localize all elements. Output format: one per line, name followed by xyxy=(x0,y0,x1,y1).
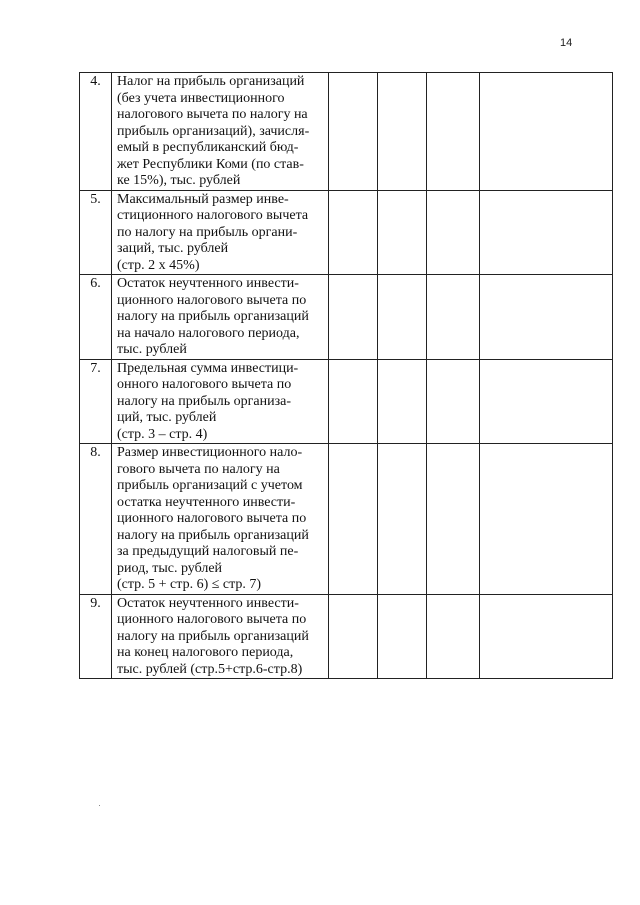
value-cell-1[interactable] xyxy=(329,359,378,444)
description-line: Предельная сумма инвестици- xyxy=(117,360,299,376)
description-line: ке 15%), тыс. рублей xyxy=(117,173,241,188)
table-body xyxy=(80,73,613,679)
description-line: жет Республики Коми (по став- xyxy=(117,156,304,172)
row-number: 9. xyxy=(80,594,112,679)
value-cell-4[interactable] xyxy=(480,190,613,275)
description-line: прибыль организаций с учетом xyxy=(117,478,303,493)
value-cell-1[interactable] xyxy=(329,73,378,191)
value-cell-2[interactable] xyxy=(378,190,427,275)
row-number: 6. xyxy=(80,275,112,360)
value-cell-1[interactable] xyxy=(329,444,378,595)
value-cell-4[interactable] xyxy=(480,73,613,191)
form-table xyxy=(79,72,613,679)
description-line: прибыль организаций), зачисля- xyxy=(117,123,310,139)
description-line: налогового вычета по налогу на xyxy=(117,107,308,122)
description-line: налогу на прибыль организа- xyxy=(117,393,291,409)
value-cell-2[interactable] xyxy=(378,359,427,444)
value-cell-4[interactable] xyxy=(480,594,613,679)
table-row xyxy=(80,275,613,360)
description-line: (без учета инвестиционного xyxy=(117,90,285,106)
value-cell-1[interactable] xyxy=(329,190,378,275)
description-line: на конец налогового периода, xyxy=(117,645,294,660)
description-line: Максимальный размер инве- xyxy=(117,191,289,207)
value-cell-3[interactable] xyxy=(427,275,480,360)
value-cell-4[interactable] xyxy=(480,444,613,595)
description-line: за предыдущий налоговый пе- xyxy=(117,544,299,559)
description-line: ционного налогового вычета по xyxy=(117,612,307,627)
description-line: заций, тыс. рублей xyxy=(117,241,229,256)
row-description xyxy=(112,275,329,360)
description-line: Остаток неучтенного инвести- xyxy=(117,276,299,291)
row-number: 5. xyxy=(80,190,112,275)
description-line: ционного налогового вычета по xyxy=(117,292,307,308)
description-line: ций, тыс. рублей xyxy=(117,410,217,425)
page-number: 14 xyxy=(560,37,573,49)
table-row xyxy=(80,359,613,444)
row-description xyxy=(112,359,329,444)
table-row xyxy=(80,190,613,275)
value-cell-4[interactable] xyxy=(480,359,613,444)
description-line: остатка неучтенного инвести- xyxy=(117,494,296,510)
description-line: тыс. рублей xyxy=(117,342,187,357)
table-row xyxy=(80,444,613,595)
description-line: налогу на прибыль организаций xyxy=(117,527,309,543)
description-line: Остаток неучтенного инвести- xyxy=(117,595,299,611)
value-cell-3[interactable] xyxy=(427,190,480,275)
description-line: по налогу на прибыль органи- xyxy=(117,224,298,240)
row-description xyxy=(112,594,329,679)
description-line: Налог на прибыль организаций xyxy=(117,74,305,89)
description-line: емый в республиканский бюд- xyxy=(117,140,299,155)
value-cell-3[interactable] xyxy=(427,73,480,191)
value-cell-1[interactable] xyxy=(329,594,378,679)
table-row xyxy=(80,73,613,191)
description-line: налогу на прибыль организаций xyxy=(117,309,309,324)
description-line: онного налогового вычета по xyxy=(117,377,292,392)
description-line: ционного налогового вычета по xyxy=(117,511,307,526)
description-line: Размер инвестиционного нало- xyxy=(117,445,303,460)
value-cell-3[interactable] xyxy=(427,444,480,595)
value-cell-3[interactable] xyxy=(427,359,480,444)
row-number: 7. xyxy=(80,359,112,444)
row-description xyxy=(112,444,329,595)
value-cell-2[interactable] xyxy=(378,73,427,191)
description-line: на начало налогового периода, xyxy=(117,325,300,341)
value-cell-1[interactable] xyxy=(329,275,378,360)
value-cell-4[interactable] xyxy=(480,275,613,360)
row-description xyxy=(112,190,329,275)
table-row xyxy=(80,594,613,679)
value-cell-2[interactable] xyxy=(378,594,427,679)
description-line: налогу на прибыль организаций xyxy=(117,628,309,644)
value-cell-3[interactable] xyxy=(427,594,480,679)
description-line: стиционного налогового вычета xyxy=(117,208,309,223)
description-line: (стр. 5 + стр. 6) ≤ стр. 7) xyxy=(117,577,262,592)
value-cell-2[interactable] xyxy=(378,444,427,595)
description-line: гового вычета по налогу на xyxy=(117,461,280,477)
description-line: тыс. рублей (стр.5+стр.6-стр.8) xyxy=(117,661,303,677)
description-line: риод, тыс. рублей xyxy=(117,560,223,576)
description-line: (стр. 2 x 45%) xyxy=(117,257,200,273)
row-number: 8. xyxy=(80,444,112,595)
value-cell-2[interactable] xyxy=(378,275,427,360)
scan-speck xyxy=(99,805,100,806)
row-description xyxy=(112,73,329,191)
row-number: 4. xyxy=(80,73,112,191)
description-line: (стр. 3 – стр. 4) xyxy=(117,426,208,442)
